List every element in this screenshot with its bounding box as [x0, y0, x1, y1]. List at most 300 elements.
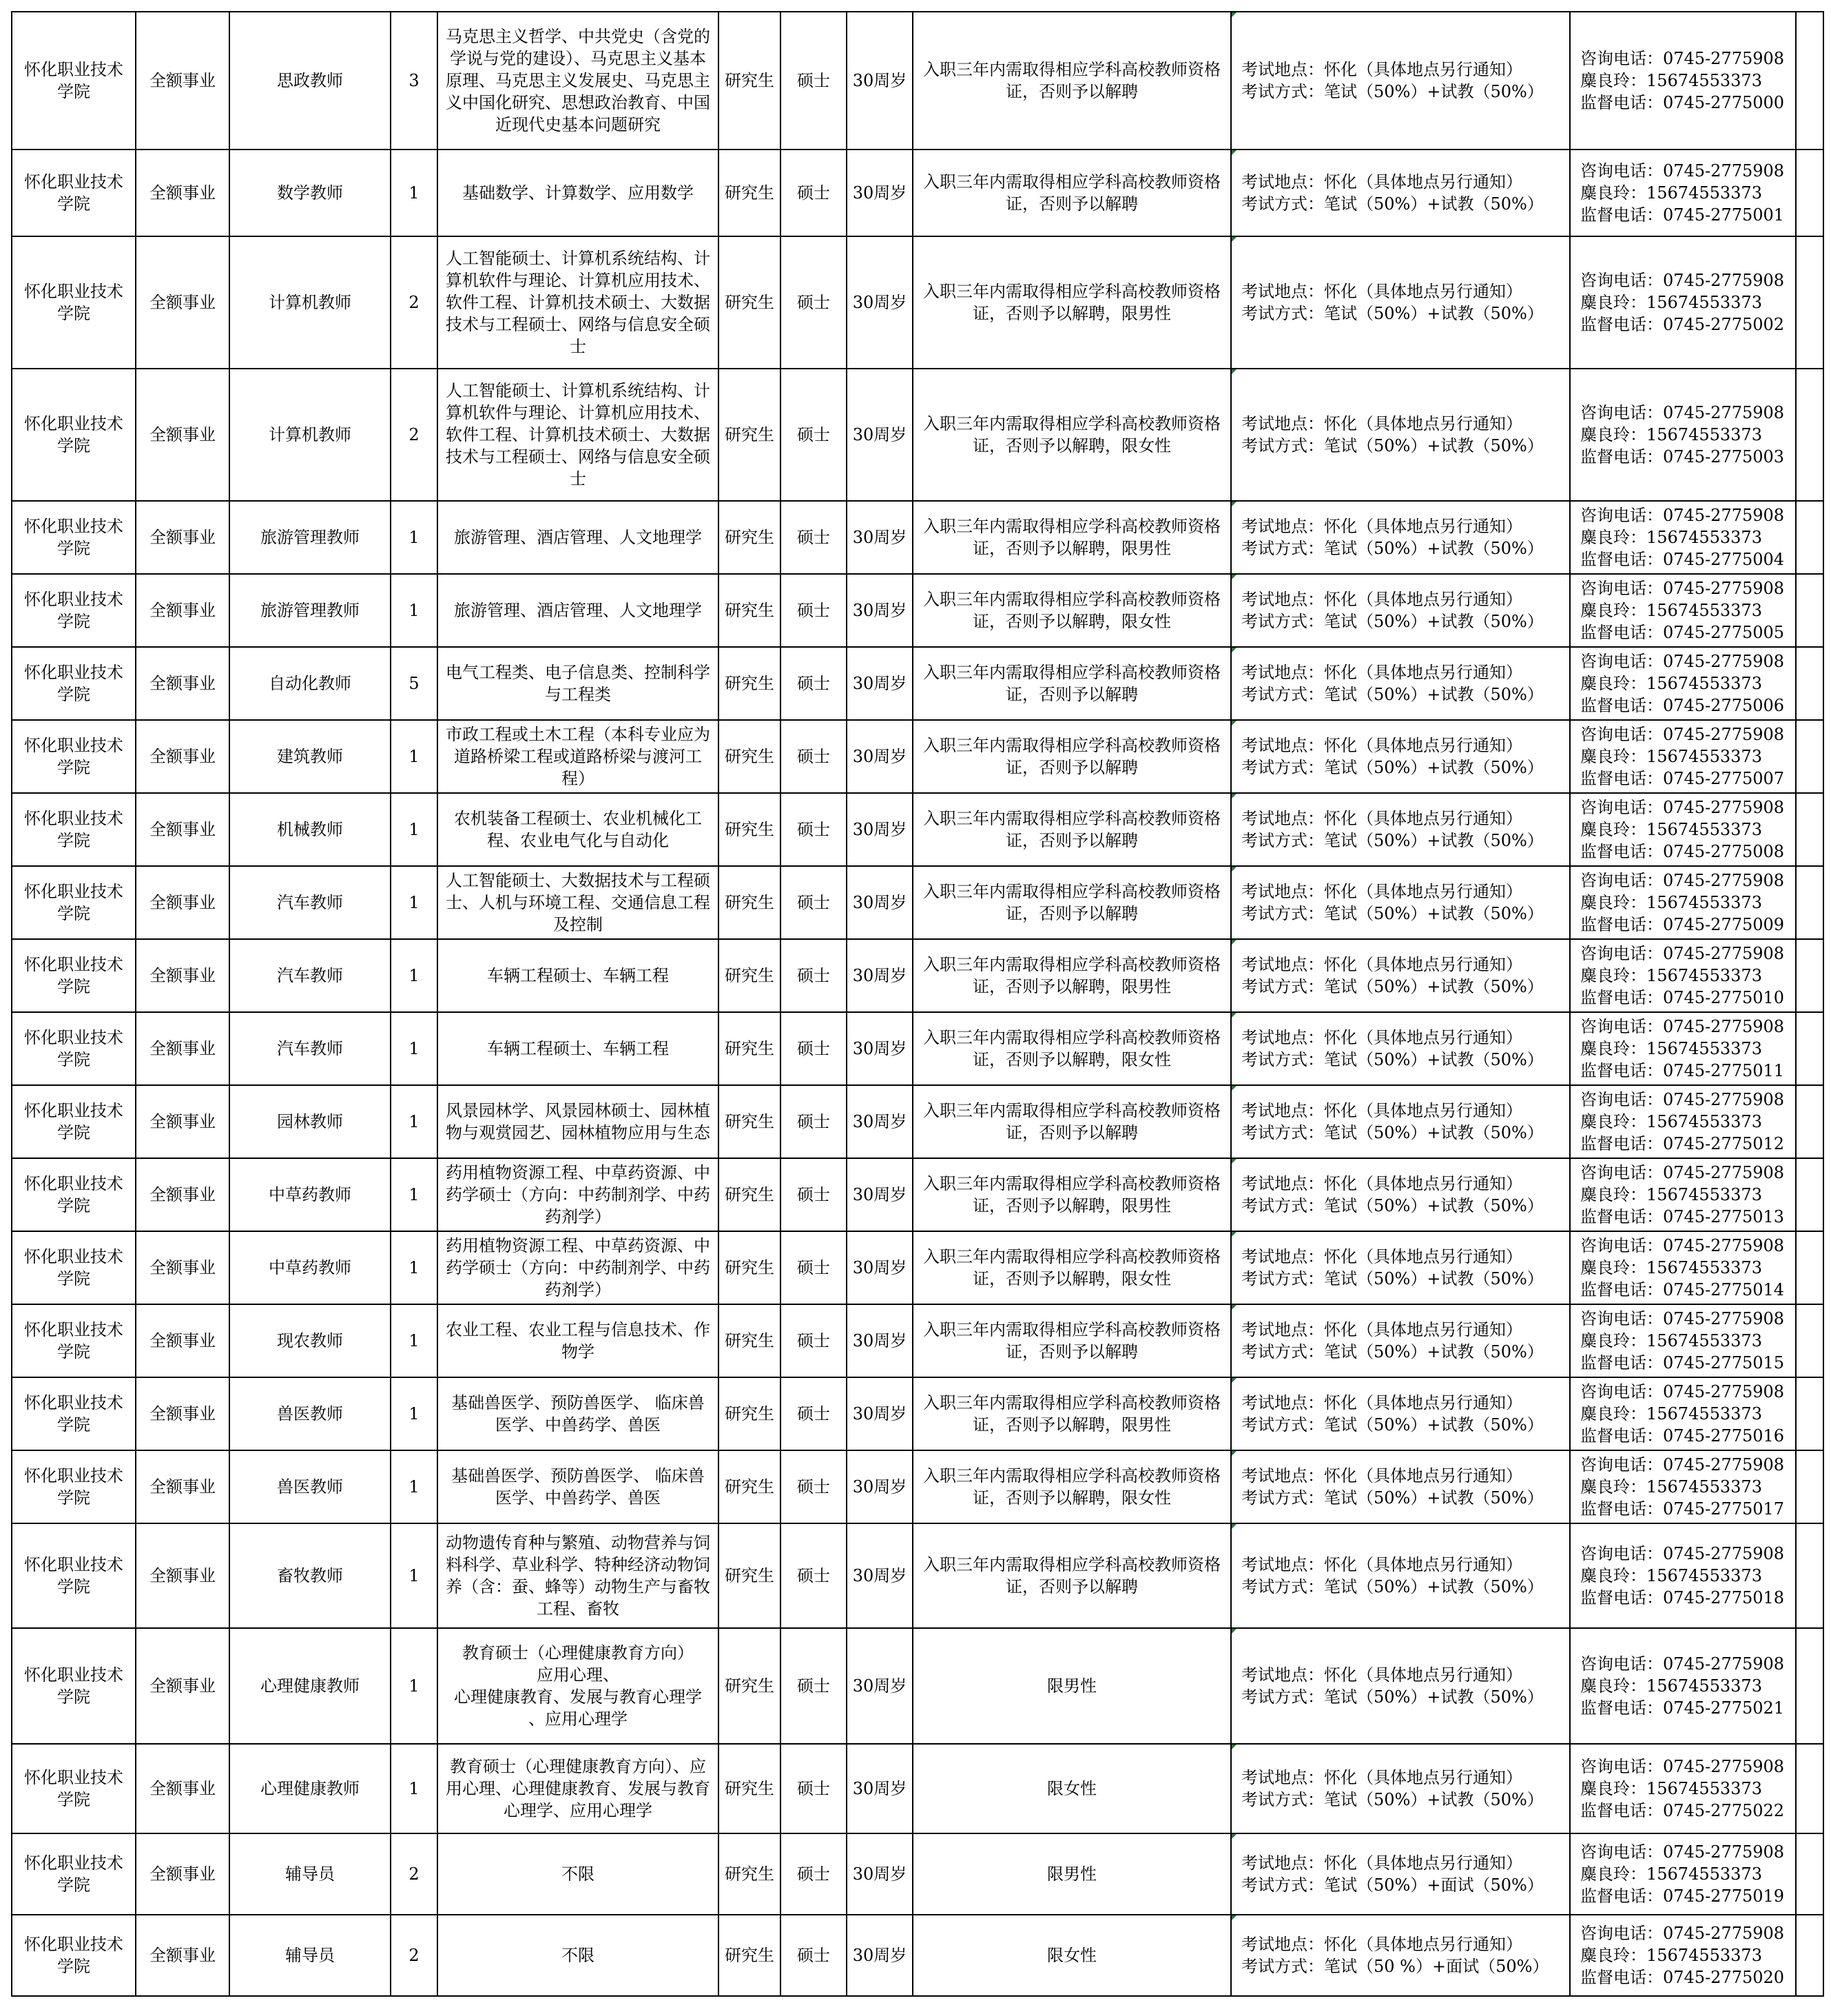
cell-age — [847, 150, 913, 236]
education-text: 研究生 — [725, 966, 774, 985]
cell-count — [391, 1158, 437, 1231]
major-text: 基础兽医学、预防兽医学、 临床兽医学、中兽药学、兽医 — [451, 1466, 705, 1508]
count-text: 1 — [408, 1404, 420, 1423]
cell-education — [718, 1628, 780, 1744]
exam-line: 考试方式：笔试（50 %）+面试（50%） — [1241, 1957, 1549, 1976]
table-row — [12, 574, 1823, 647]
exam-line: 考试方式：笔试（50%）+试教（50%） — [1241, 831, 1544, 850]
degree-text: 硕士 — [797, 183, 830, 203]
degree-text: 硕士 — [797, 1185, 830, 1204]
degree-text: 硕士 — [797, 425, 830, 444]
table-row — [12, 236, 1823, 369]
major-text: 基础兽医学、预防兽医学、 临床兽医学、中兽药学、兽医 — [451, 1393, 705, 1434]
contact-line: 咨询电话：0745-2775908 — [1580, 506, 1785, 525]
exam-line: 考试地点：怀化（具体地点另行通知） — [1241, 1555, 1522, 1574]
major-text: 市政工程或土木工程（本科专业应为道路桥梁工程或道路桥梁与渡河工程） — [446, 725, 710, 788]
table-row — [12, 369, 1823, 501]
count-text: 1 — [408, 601, 420, 620]
unit-text: 怀化职业技术学院 — [24, 414, 123, 455]
cell-count — [391, 1304, 437, 1377]
count-text: 2 — [408, 425, 420, 444]
cell-exam — [1231, 1833, 1570, 1915]
cell-education — [718, 1158, 780, 1231]
nature-text: 全额事业 — [149, 1331, 216, 1350]
position-text: 园林教师 — [277, 1112, 343, 1131]
count-text: 1 — [408, 1477, 420, 1496]
cell-degree — [780, 574, 847, 647]
table-row — [12, 793, 1823, 866]
cell-other — [913, 1628, 1231, 1744]
cell-contact — [1570, 574, 1796, 647]
cell-degree — [780, 1450, 847, 1523]
nature-text: 全额事业 — [149, 1779, 216, 1798]
nature-text: 全额事业 — [149, 893, 216, 912]
table-row — [12, 1915, 1823, 1996]
cell-major — [437, 236, 718, 369]
contact-line: 咨询电话：0745-2775908 — [1580, 725, 1785, 744]
cell-contact — [1570, 1085, 1796, 1158]
cell-count — [391, 1523, 437, 1628]
major-text: 教育硕士（心理健康教育方向）、应用心理、心理健康教育、发展与教育心理学、应用心理学 — [446, 1757, 710, 1820]
contact-line: 咨询电话：0745-2775908 — [1580, 1455, 1785, 1474]
nature-text: 全额事业 — [149, 1946, 216, 1965]
cell-degree — [780, 1085, 847, 1158]
cell-nature — [136, 1158, 229, 1231]
other-requirement-text: 入职三年内需取得相应学科高校教师资格证，否则予以解聘，限男性 — [923, 955, 1221, 996]
contact-line: 监督电话：0745-2775014 — [1580, 1280, 1785, 1299]
cell-age — [847, 1523, 913, 1628]
contact-line: 监督电话：0745-2775021 — [1580, 1698, 1785, 1718]
cell-remark — [1796, 1085, 1823, 1158]
cell-unit — [12, 1833, 136, 1915]
count-text: 1 — [408, 1779, 420, 1798]
cell-position — [229, 574, 391, 647]
exam-line: 考试方式：笔试（50%）+试教（50%） — [1241, 82, 1544, 101]
age-text: 30周岁 — [852, 747, 907, 766]
cell-age — [847, 720, 913, 793]
contact-line: 麋良玲：15674553373 — [1580, 1477, 1762, 1496]
contact-line: 监督电话：0745-2775003 — [1580, 447, 1785, 466]
exam-line: 考试地点：怀化（具体地点另行通知） — [1241, 1028, 1522, 1047]
cell-exam — [1231, 1377, 1570, 1450]
cell-age — [847, 1744, 913, 1833]
cell-count — [391, 1085, 437, 1158]
age-text: 30周岁 — [852, 1039, 907, 1058]
cell-unit — [12, 647, 136, 720]
contact-line: 咨询电话：0745-2775908 — [1580, 271, 1785, 290]
nature-text: 全额事业 — [149, 1185, 216, 1204]
cell-other — [913, 12, 1231, 150]
degree-text: 硕士 — [797, 1258, 830, 1277]
cell-unit — [12, 720, 136, 793]
position-text: 兽医教师 — [277, 1404, 343, 1423]
cell-education — [718, 501, 780, 574]
count-text: 3 — [408, 71, 420, 90]
cell-nature — [136, 1450, 229, 1523]
cell-age — [847, 1377, 913, 1450]
count-text: 1 — [408, 1566, 420, 1585]
other-requirement-text: 入职三年内需取得相应学科高校教师资格证，否则予以解聘 — [923, 1101, 1221, 1142]
age-text: 30周岁 — [852, 820, 907, 839]
cell-unit — [12, 1450, 136, 1523]
contact-line: 监督电话：0745-2775012 — [1580, 1134, 1785, 1153]
cell-unit — [12, 1915, 136, 1996]
age-text: 30周岁 — [852, 966, 907, 985]
cell-unit — [12, 12, 136, 150]
cell-unit — [12, 939, 136, 1012]
cell-degree — [780, 12, 847, 150]
exam-line: 考试方式：笔试（50%）+试教（50%） — [1241, 685, 1544, 704]
exam-line: 考试方式：笔试（50%）+试教（50%） — [1241, 1577, 1544, 1596]
unit-text: 怀化职业技术学院 — [24, 1320, 123, 1361]
table-body — [12, 12, 1823, 1996]
education-text: 研究生 — [725, 528, 774, 547]
contact-line: 麋良玲：15674553373 — [1580, 1331, 1762, 1350]
cell-nature — [136, 1744, 229, 1833]
cell-nature — [136, 1628, 229, 1744]
cell-major — [437, 369, 718, 501]
position-text: 自动化教师 — [269, 674, 351, 693]
cell-major — [437, 1304, 718, 1377]
cell-education — [718, 1231, 780, 1304]
cell-other — [913, 720, 1231, 793]
cell-other — [913, 236, 1231, 369]
exam-line: 考试方式：笔试（50%）+试教（50%） — [1241, 1790, 1544, 1809]
cell-contact — [1570, 793, 1796, 866]
exam-line: 考试地点：怀化（具体地点另行通知） — [1241, 60, 1522, 79]
degree-text: 硕士 — [797, 71, 830, 90]
cell-unit — [12, 1377, 136, 1450]
cell-exam — [1231, 1450, 1570, 1523]
contact-line: 咨询电话：0745-2775908 — [1580, 944, 1785, 963]
cell-other — [913, 939, 1231, 1012]
cell-degree — [780, 1833, 847, 1915]
cell-count — [391, 647, 437, 720]
education-text: 研究生 — [725, 1331, 774, 1350]
recruitment-table — [11, 11, 1824, 1997]
contact-line: 监督电话：0745-2775001 — [1580, 205, 1785, 225]
other-requirement-text: 入职三年内需取得相应学科高校教师资格证，否则予以解聘，限女性 — [923, 1247, 1221, 1288]
cell-degree — [780, 1744, 847, 1833]
contact-line: 咨询电话：0745-2775908 — [1580, 871, 1785, 890]
cell-contact — [1570, 1628, 1796, 1744]
major-line: 、应用心理学 — [528, 1709, 628, 1729]
table-row — [12, 1450, 1823, 1523]
cell-education — [718, 1833, 780, 1915]
cell-education — [718, 647, 780, 720]
age-text: 30周岁 — [852, 71, 907, 90]
exam-line: 考试方式：笔试（50%）+试教（50%） — [1241, 1342, 1544, 1361]
cell-remark — [1796, 1523, 1823, 1628]
cell-education — [718, 1304, 780, 1377]
education-text: 研究生 — [725, 293, 774, 312]
cell-nature — [136, 1523, 229, 1628]
contact-line: 监督电话：0745-2775007 — [1580, 769, 1785, 788]
other-requirement-text: 入职三年内需取得相应学科高校教师资格证，否则予以解聘 — [923, 809, 1221, 850]
unit-text: 怀化职业技术学院 — [24, 1101, 123, 1142]
cell-nature — [136, 369, 229, 501]
position-text: 现农教师 — [277, 1331, 343, 1350]
cell-age — [847, 1158, 913, 1231]
cell-unit — [12, 793, 136, 866]
education-text: 研究生 — [725, 183, 774, 203]
cell-education — [718, 1377, 780, 1450]
position-text: 辅导员 — [285, 1864, 335, 1884]
position-text: 兽医教师 — [277, 1477, 343, 1496]
degree-text: 硕士 — [797, 966, 830, 985]
cell-count — [391, 793, 437, 866]
cell-nature — [136, 1304, 229, 1377]
contact-line: 监督电话：0745-2775009 — [1580, 915, 1785, 934]
cell-degree — [780, 793, 847, 866]
age-text: 30周岁 — [852, 1864, 907, 1884]
position-text: 汽车教师 — [277, 893, 343, 912]
cell-position — [229, 866, 391, 939]
education-text: 研究生 — [725, 1864, 774, 1884]
cell-age — [847, 1085, 913, 1158]
cell-nature — [136, 1915, 229, 1996]
nature-text: 全额事业 — [149, 1112, 216, 1131]
age-text: 30周岁 — [852, 183, 907, 203]
cell-age — [847, 369, 913, 501]
education-text: 研究生 — [725, 747, 774, 766]
cell-other — [913, 866, 1231, 939]
major-text: 基础数学、计算数学、应用数学 — [462, 183, 694, 203]
contact-line: 麋良玲：15674553373 — [1580, 1946, 1762, 1965]
exam-line: 考试地点：怀化（具体地点另行通知） — [1241, 1768, 1522, 1787]
cell-count — [391, 866, 437, 939]
cell-degree — [780, 866, 847, 939]
cell-education — [718, 236, 780, 369]
cell-contact — [1570, 647, 1796, 720]
cell-education — [718, 1012, 780, 1085]
cell-remark — [1796, 647, 1823, 720]
cell-exam — [1231, 1085, 1570, 1158]
cell-position — [229, 501, 391, 574]
cell-degree — [780, 1628, 847, 1744]
other-requirement-text: 入职三年内需取得相应学科高校教师资格证，否则予以解聘，限女性 — [923, 1028, 1221, 1069]
other-requirement-text: 入职三年内需取得相应学科高校教师资格证，否则予以解聘，限男性 — [923, 1393, 1221, 1434]
contact-line: 麋良玲：15674553373 — [1580, 747, 1762, 766]
count-text: 1 — [408, 820, 420, 839]
exam-line: 考试方式：笔试（50%）+试教（50%） — [1241, 1123, 1544, 1142]
unit-text: 怀化职业技术学院 — [24, 172, 123, 214]
cell-count — [391, 150, 437, 236]
count-text: 1 — [408, 528, 420, 547]
contact-line: 麋良玲：15674553373 — [1580, 1039, 1762, 1058]
nature-text: 全额事业 — [149, 601, 216, 620]
cell-age — [847, 1304, 913, 1377]
table-row — [12, 866, 1823, 939]
contact-line: 监督电话：0745-2775019 — [1580, 1886, 1785, 1906]
cell-remark — [1796, 793, 1823, 866]
contact-line: 监督电话：0745-2775020 — [1580, 1968, 1785, 1987]
education-text: 研究生 — [725, 425, 774, 444]
cell-exam — [1231, 1304, 1570, 1377]
contact-line: 麋良玲：15674553373 — [1580, 1258, 1762, 1277]
unit-text: 怀化职业技术学院 — [24, 1247, 123, 1288]
cell-nature — [136, 866, 229, 939]
cell-degree — [780, 1231, 847, 1304]
cell-count — [391, 1012, 437, 1085]
education-text: 研究生 — [725, 1477, 774, 1496]
other-requirement-text: 入职三年内需取得相应学科高校教师资格证，否则予以解聘 — [923, 60, 1221, 101]
cell-other — [913, 793, 1231, 866]
cell-remark — [1796, 1915, 1823, 1996]
age-text: 30周岁 — [852, 293, 907, 312]
position-text: 数学教师 — [277, 183, 343, 203]
major-text: 人工智能硕士、计算机系统结构、计算机软件与理论、计算机应用技术、软件工程、计算机技术硕士、大数据技术与工程硕士、网络与信息安全硕士 — [446, 249, 710, 356]
cell-degree — [780, 720, 847, 793]
cell-age — [847, 866, 913, 939]
major-text: 不限 — [561, 1946, 594, 1965]
education-text: 研究生 — [725, 1258, 774, 1277]
contact-line: 麋良玲：15674553373 — [1580, 601, 1762, 620]
unit-text: 怀化职业技术学院 — [24, 1393, 123, 1434]
cell-nature — [136, 793, 229, 866]
exam-line: 考试方式：笔试（50%）+试教（50%） — [1241, 758, 1544, 777]
position-text: 旅游管理教师 — [260, 528, 360, 547]
exam-line: 考试地点：怀化（具体地点另行通知） — [1241, 282, 1522, 301]
position-text: 思政教师 — [277, 71, 343, 90]
cell-nature — [136, 1012, 229, 1085]
other-requirement-text: 入职三年内需取得相应学科高校教师资格证，否则予以解聘 — [923, 1555, 1221, 1596]
cell-remark — [1796, 236, 1823, 369]
cell-unit — [12, 866, 136, 939]
cell-position — [229, 1158, 391, 1231]
exam-line: 考试方式：笔试（50%）+试教（50%） — [1241, 436, 1544, 455]
exam-line: 考试地点：怀化（具体地点另行通知） — [1241, 1935, 1522, 1954]
contact-line: 咨询电话：0745-2775908 — [1580, 1090, 1785, 1109]
contact-line: 咨询电话：0745-2775908 — [1580, 49, 1785, 68]
exam-line: 考试方式：笔试（50%）+试教（50%） — [1241, 977, 1544, 996]
cell-age — [847, 501, 913, 574]
cell-unit — [12, 1304, 136, 1377]
degree-text: 硕士 — [797, 1404, 830, 1423]
cell-exam — [1231, 1628, 1570, 1744]
cell-exam — [1231, 1012, 1570, 1085]
cell-exam — [1231, 574, 1570, 647]
education-text: 研究生 — [725, 1946, 774, 1965]
cell-education — [718, 574, 780, 647]
cell-education — [718, 793, 780, 866]
contact-line: 监督电话：0745-2775017 — [1580, 1499, 1785, 1519]
cell-exam — [1231, 12, 1570, 150]
cell-unit — [12, 1744, 136, 1833]
cell-other — [913, 1304, 1231, 1377]
count-text: 1 — [408, 747, 420, 766]
cell-exam — [1231, 866, 1570, 939]
count-text: 1 — [408, 1331, 420, 1350]
table-row — [12, 1231, 1823, 1304]
cell-position — [229, 939, 391, 1012]
other-requirement-text: 入职三年内需取得相应学科高校教师资格证，否则予以解聘，限男性 — [923, 517, 1221, 558]
age-text: 30周岁 — [852, 674, 907, 693]
major-text: 人工智能硕士、大数据技术与工程硕士、人机与环境工程、交通信息工程及控制 — [446, 871, 710, 934]
table-row — [12, 501, 1823, 574]
cell-count — [391, 1231, 437, 1304]
cell-education — [718, 1915, 780, 1996]
cell-other — [913, 647, 1231, 720]
unit-text: 怀化职业技术学院 — [24, 1768, 123, 1809]
unit-text: 怀化职业技术学院 — [24, 663, 123, 704]
cell-count — [391, 1833, 437, 1915]
major-text: 电气工程类、电子信息类、控制科学与工程类 — [446, 663, 710, 704]
cell-remark — [1796, 150, 1823, 236]
contact-line: 麋良玲：15674553373 — [1580, 425, 1762, 444]
degree-text: 硕士 — [797, 1112, 830, 1131]
cell-major — [437, 720, 718, 793]
cell-remark — [1796, 1158, 1823, 1231]
cell-position — [229, 1450, 391, 1523]
cell-position — [229, 150, 391, 236]
table-row — [12, 12, 1823, 150]
count-text: 1 — [408, 1039, 420, 1058]
cell-major — [437, 1012, 718, 1085]
other-requirement-text: 入职三年内需取得相应学科高校教师资格证，否则予以解聘 — [923, 663, 1221, 704]
cell-degree — [780, 1012, 847, 1085]
contact-line: 咨询电话：0745-2775908 — [1580, 579, 1785, 598]
major-text: 药用植物资源工程、中草药资源、中药学硕士（方向：中药制剂学、中药药剂学） — [446, 1163, 710, 1226]
cell-contact — [1570, 1158, 1796, 1231]
exam-line: 考试地点：怀化（具体地点另行通知） — [1241, 955, 1522, 974]
cell-other — [913, 1833, 1231, 1915]
cell-position — [229, 1523, 391, 1628]
education-text: 研究生 — [725, 71, 774, 90]
cell-remark — [1796, 939, 1823, 1012]
cell-position — [229, 1012, 391, 1085]
cell-position — [229, 12, 391, 150]
cell-contact — [1570, 939, 1796, 1012]
cell-unit — [12, 1012, 136, 1085]
cell-degree — [780, 939, 847, 1012]
count-text: 2 — [408, 293, 420, 312]
unit-text: 怀化职业技术学院 — [24, 955, 123, 996]
contact-line: 咨询电话：0745-2775908 — [1580, 652, 1785, 671]
exam-line: 考试地点：怀化（具体地点另行通知） — [1241, 1320, 1522, 1339]
cell-age — [847, 647, 913, 720]
cell-contact — [1570, 1744, 1796, 1833]
degree-text: 硕士 — [797, 1779, 830, 1798]
contact-line: 麋良玲：15674553373 — [1580, 1566, 1762, 1585]
education-text: 研究生 — [725, 1404, 774, 1423]
cell-degree — [780, 1158, 847, 1231]
cell-education — [718, 939, 780, 1012]
age-text: 30周岁 — [852, 425, 907, 444]
major-text: 不限 — [561, 1864, 594, 1884]
other-requirement-text: 入职三年内需取得相应学科高校教师资格证，否则予以解聘，限女性 — [923, 590, 1221, 631]
contact-line: 麋良玲：15674553373 — [1580, 71, 1762, 90]
cell-major — [437, 1744, 718, 1833]
cell-contact — [1570, 1523, 1796, 1628]
unit-text: 怀化职业技术学院 — [24, 60, 123, 101]
cell-education — [718, 150, 780, 236]
cell-exam — [1231, 939, 1570, 1012]
cell-nature — [136, 1231, 229, 1304]
exam-line: 考试地点：怀化（具体地点另行通知） — [1241, 590, 1522, 609]
exam-line: 考试方式：笔试（50%）+试教（50%） — [1241, 1050, 1544, 1069]
table-row — [12, 1377, 1823, 1450]
cell-other — [913, 1450, 1231, 1523]
nature-text: 全额事业 — [149, 1864, 216, 1884]
degree-text: 硕士 — [797, 674, 830, 693]
cell-position — [229, 1833, 391, 1915]
table-row — [12, 1012, 1823, 1085]
cell-major — [437, 1833, 718, 1915]
cell-position — [229, 1377, 391, 1450]
cell-degree — [780, 1377, 847, 1450]
cell-position — [229, 369, 391, 501]
